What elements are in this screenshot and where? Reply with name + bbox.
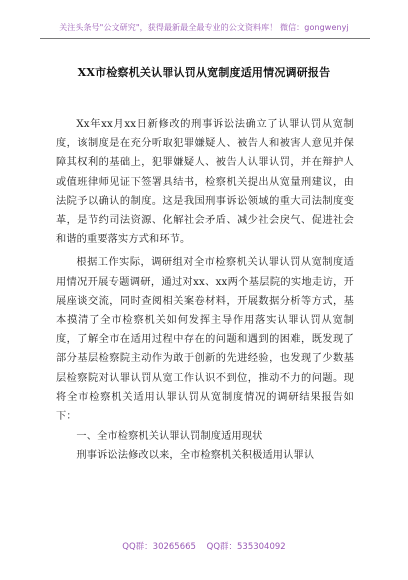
- section-heading: 一、全市检察机关认罪认罚制度适用现状: [76, 431, 263, 443]
- header-divider: [40, 38, 370, 39]
- paragraph-method: 根据工作实际，调研组对全市检察机关认罪认罚从宽制度适用情况开展专题调研，通过对xx、xx两个基层院的实地走访，开展座谈交流，同时查阅相关案卷材料，开展数据分析等方式，基本摸清了全市检察机关如何发挥主导作用落实认罪认罚从宽制度，了解全市在适用过程中存在的问题和遇到的困难，既发现了部分基层检察院主动作为敢于创新的先进经验，也发现了少数基层检察院对认罪认罚从宽工作认识不到位，推动不力的问题。现将全市检察机关适用认罪认罚从宽制度情况的调研结果报告如下：: [56, 257, 354, 423]
- footer-qq-group-1: QQ群：30265665: [122, 542, 196, 552]
- footer-qq-group-2: QQ群：535304092: [206, 542, 286, 552]
- document-body: [56, 115, 354, 466]
- paragraph-intro: Xx年xx月xx日新修改的刑事诉讼法确立了认罪认罚从宽制度，该制度是在充分听取犯罪嫌疑人、被告人和被害人意见并保障其权利的基础上，犯罪嫌疑人、被告人认罪认罚，并在辩护人或值班律师见证下签署具结书，检察机关提出从宽量刑建议，由法院予以确认的制度。这是我国刑事诉讼领域的重大司法制度变革，是节约司法资源、化解社会矛盾、减少社会戾气、促进社会和谐的重要落实方式和环节。: [56, 119, 354, 246]
- header-banner: 关注头条号"公文研究"，获得最新最全最专业的公文资料库！ 微信：gongwenyj: [59, 23, 349, 32]
- document-title: XX市检察机关认罪认罚从宽制度适用情况调研报告: [77, 66, 331, 79]
- section-first-line: 刑事诉讼法修改以来，全市检察机关积极适用认罪认: [76, 450, 315, 462]
- footer-contact: [0, 540, 408, 552]
